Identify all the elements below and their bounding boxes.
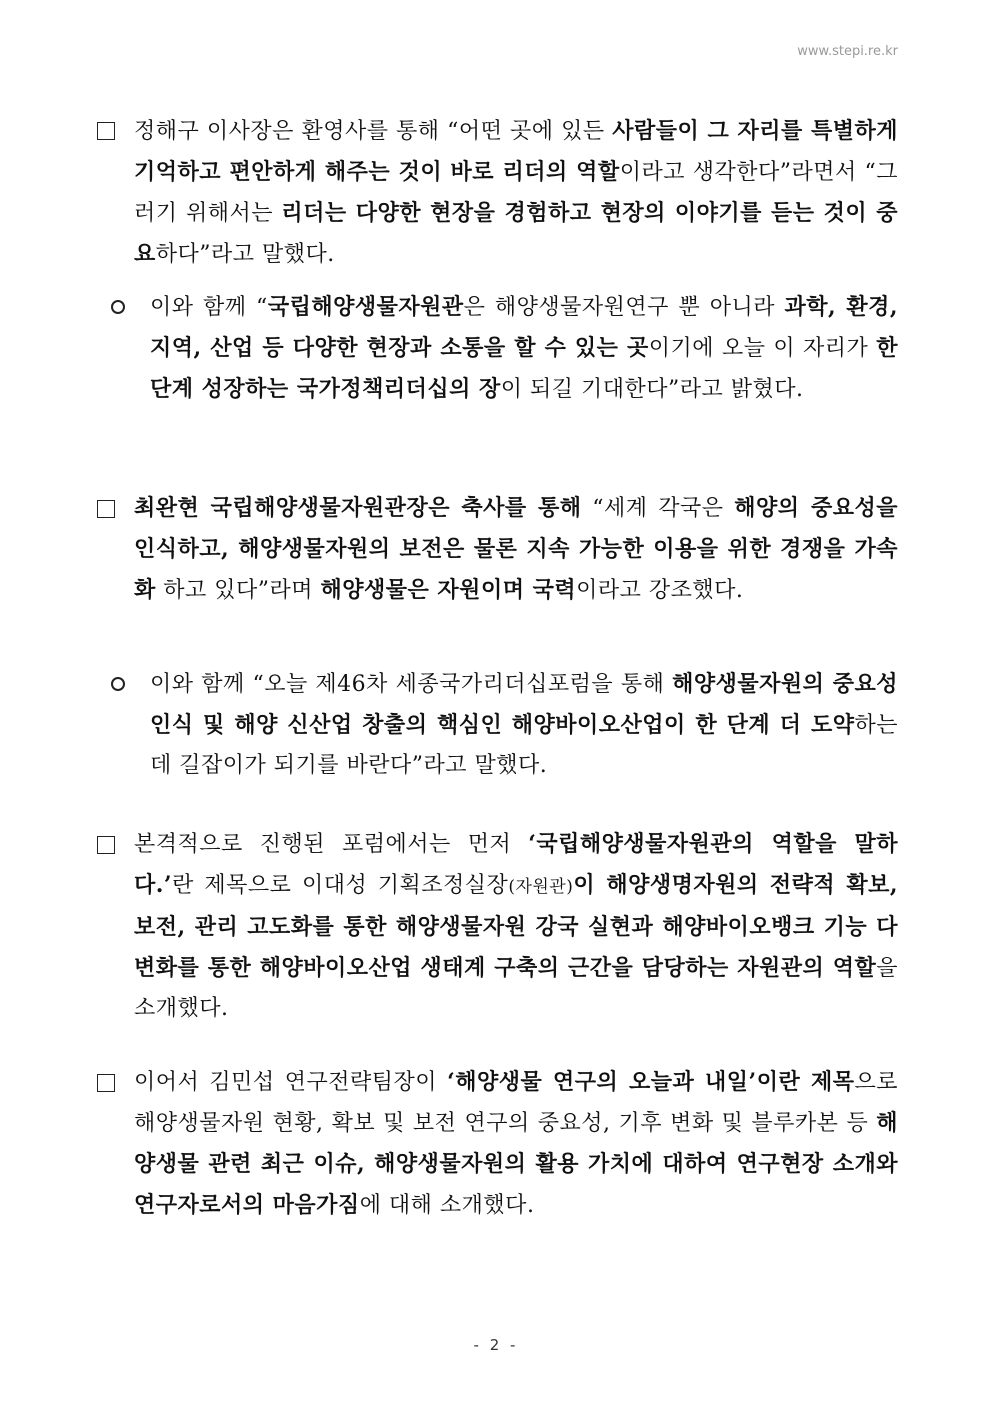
bold-text: 최완현 국립해양생물자원관장은 축사를 통해 bbox=[134, 495, 582, 521]
text: 하는데 길잡이가 되기를 바란다”라고 말했다. bbox=[150, 713, 898, 778]
circle-bullet-icon bbox=[111, 677, 125, 691]
square-bullet-icon bbox=[97, 836, 115, 854]
text: 본격적으로 진행된 포럼에서는 먼저 bbox=[134, 832, 529, 857]
text: 이와 함께 “오늘 제46차 세종국가리더십포럼을 통해 bbox=[150, 672, 673, 697]
bold-text: 리더는 다양한 현장을 경험하고 현장의 이야기를 듣는 것이 중요 bbox=[134, 200, 899, 267]
text: 하다”라고 말했다. bbox=[155, 242, 335, 267]
paragraph-chairman-welcome bbox=[134, 111, 898, 275]
text: 하고 있다”라며 bbox=[155, 578, 321, 603]
bold-text: 한 단계 성장하는 국가정책리더십의 장 bbox=[150, 335, 898, 402]
text: 을 소개했다. bbox=[134, 956, 898, 1021]
bold-text: 과학, 환경, 지역, 산업 등 다양한 현장과 소통을 할 수 있는 곳 bbox=[150, 294, 898, 361]
paragraph-director-congrats bbox=[134, 488, 898, 611]
paragraph-chairman-sub bbox=[150, 287, 898, 410]
text: 이라고 강조했다. bbox=[576, 578, 744, 603]
text: 으로 해양생물자원 현황, 확보 및 보전 연구의 중요성, 기후 변화 및 블루카본 등 bbox=[134, 1070, 898, 1136]
text: 란 제목으로 이대성 기획조정실장 bbox=[172, 873, 509, 898]
paragraph-research-strategy bbox=[134, 1062, 898, 1226]
paragraph-director-sub bbox=[150, 664, 898, 786]
bold-text: 해양생물자원의 중요성 인식 및 해양 신산업 창출의 핵심인 해양바이오산업이 한 단계 더 도약 bbox=[150, 671, 898, 738]
text: 이와 함께 “ bbox=[150, 295, 268, 320]
bold-text: 사람들이 그 자리를 특별하게 기억하고 편안하게 해주는 것이 바로 리더의 역할 bbox=[134, 118, 898, 185]
square-bullet-icon bbox=[97, 1074, 115, 1092]
text: 정해구 이사장은 환영사를 통해 “어떤 곳에 있든 bbox=[134, 119, 613, 144]
text: 은 해양생물자원연구 뿐 아니라 bbox=[463, 295, 785, 320]
small-text: (자원관) bbox=[508, 877, 574, 897]
square-bullet-icon bbox=[97, 122, 115, 140]
bold-text: 해양의 중요성을 인식하고, 해양생물자원의 보전은 물론 지속 가능한 이용을 위한 경쟁을 가속화 bbox=[134, 495, 898, 603]
bold-text: ‘해양생물 연구의 오늘과 내일’이란 제목 bbox=[447, 1069, 855, 1095]
bold-text: 국립해양생물자원관 bbox=[267, 294, 464, 320]
square-bullet-icon bbox=[97, 500, 115, 518]
text: 이어서 김민섭 연구전략팀장이 bbox=[134, 1070, 448, 1095]
circle-bullet-icon bbox=[111, 300, 125, 314]
text: 이 되길 기대한다”라고 밝혔다. bbox=[500, 377, 804, 402]
text: “세계 각국은 bbox=[581, 496, 735, 521]
bold-text: ‘국립해양생물자원관의 역할을 말하다.’ bbox=[134, 831, 898, 898]
text: 이라고 생각한다”라면서 “그러기 위해서는 bbox=[134, 160, 898, 226]
bold-text: 해양생물은 자원이며 국력 bbox=[320, 577, 577, 603]
paragraph-forum-role bbox=[134, 824, 898, 1029]
bold-text: 이 해양생명자원의 전략적 확보, 보전, 관리 고도화를 통한 해양생물자원 강국 실현과 해양바이오뱅크 기능 다변화를 통한 해양바이오산업 생태계 구축의 근간을 담당하는 자원관의 역할 bbox=[134, 872, 898, 981]
page-number: - 2 - bbox=[473, 1336, 519, 1354]
text: 에 대해 소개했다. bbox=[359, 1193, 535, 1218]
website-url: www.stepi.re.kr bbox=[797, 44, 898, 59]
text: 이기에 오늘 이 자리가 bbox=[648, 336, 877, 361]
bold-text: 해양생물 관련 최근 이슈, 해양생물자원의 활용 가치에 대하여 연구현장 소개와 연구자로서의 마음가짐 bbox=[134, 1110, 898, 1218]
